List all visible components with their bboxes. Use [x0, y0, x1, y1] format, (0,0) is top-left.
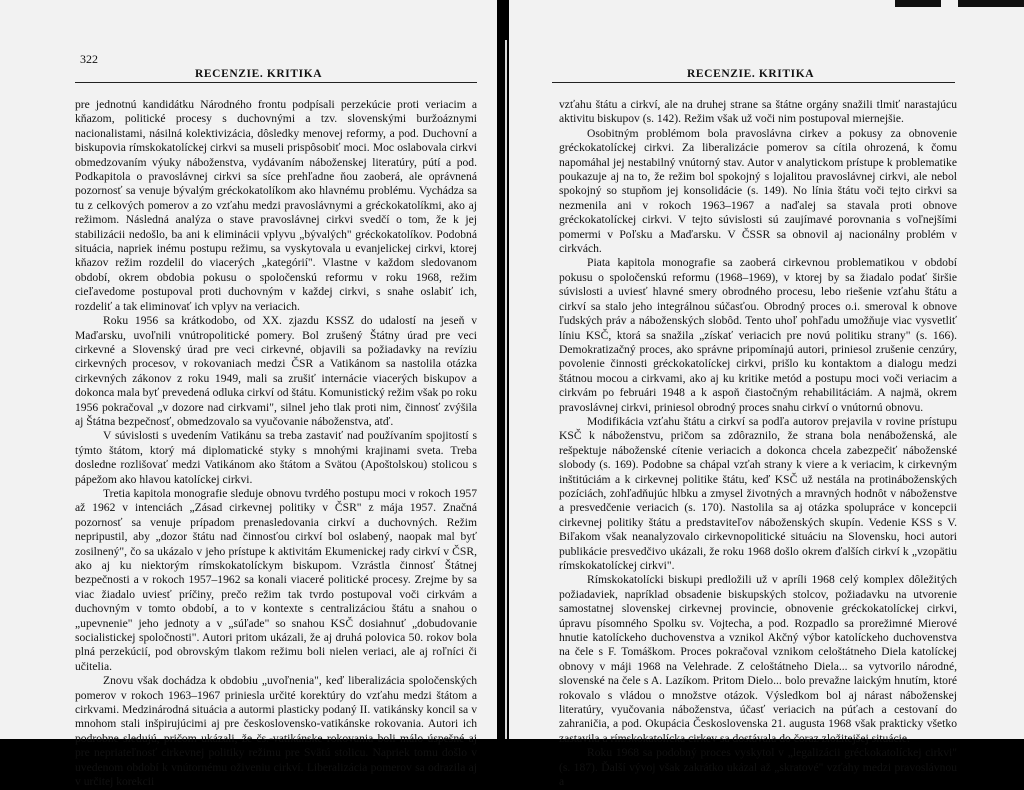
paragraph: pre jednotnú kandidátku Národného frontu podpísali perzekúcie proti veriacim a kňazom, politické procesy s duchovnými a tzv. slovenskými buržoáznymi nacionalistami, násilná kolektivizácia, dôsledky menovej reformy, a pod. Duchovní a biskupovia rímskokatolíckej cirkvi sa museli prispôsobiť moci. Moc oslabovala cirkvi obmedzovaním výuky náboženstva, vydávaním náboženskej literatúry, pútí a pod. Podkapitola o pravoslávnej cirkvi sa síce prehľadne ňou zaoberá, ale oprávnená pozornosť sa venuje bývalým gréckokatolíkom ako hlavnému problému. Vychádza sa tu z celkových pomerov a zo vzťahu medzi pravoslávnymi a gréckokatolíkmi, ako aj režimom. Následná analýza o stave pravoslávnej cirkvi svedčí o tom, že k jej stabilizácii nedošlo, ba ani k eliminácii vplyvu „bývalých" gréckokatolíkov. Podobná situácia, napriek inému postupu režimu, sa vyskytovala u evanjelickej cirkvi, ktorej kňazov režim rozdelil do viacerých „kategórií". Vlastne v každom sledovanom období, okrem obdobia pokusu o spoločenskú reformu v roku 1968, režim cieľavedome postupoval proti duchovným v každej cirkvi, s snahe oslabiť ich, rozdeliť a tak eliminovať ich vplyv na veriacich.: [75, 98, 477, 313]
gutter-divider: [505, 40, 507, 739]
paragraph: Modifikácia vzťahu štátu a cirkví sa podľa autorov prejavila v rovine prístupu KSČ k náboženstvu, pričom sa zdôraznilo, že strana bola nenáboženská, ale rešpektuje náboženské cítenie veriacich a dokonca chcela zabezpečiť náboženské slobody (s. 169). Podobne sa chápal vzťah strany k viere a k veriacim, k cirkevným inštitúciám a k cirkevnej politike štátu, keď KSČ už nestála na protináboženských pozíciách, zohľadňujúc hlbku a zmysel životných a mravných hodnôt v náboženstve a presvedčenie veriacich (s. 170). Nastolila sa aj otázka spolupráce v koncepcii cirkevnej politiky štátu a predstaviteľov náboženských skupín. Vedenie KSS s V. Biľakom však neanalyzovalo cirkevnopolitické situáciu na Slovensku, hoci autori publikácie presvedčivo ukázali, že roku 1968 došlo okrem ďalších cirkví k „vzopätiu rímskokatolíckej cirkvi".: [559, 414, 957, 572]
header-rule-right: [552, 82, 955, 83]
right-page: [509, 0, 1024, 789]
header-rule-left: [75, 82, 477, 83]
left-page: [0, 0, 497, 789]
paragraph: Roku 1956 sa krátkodobo, od XX. zjazdu KSSZ do udalostí na jeseň v Maďarsku, uvoľnili vnútropolitické pomery. Bol zrušený Štátny úrad pre veci cirkevné a Slovenský úrad pre veci cirkevné, objavili sa požiadavky na revíziu cirkevných procesov, v rokovaniach medzi ČSR a Vatikánom sa nastolila otázka cirkevných zákonov z roku 1949, mali sa zrušiť internácie viacerých biskupov a dokonca mala byť prevedená odluka cirkví od štátu. Komunistický režim však po roku 1956 pokračoval „v dozore nad cirkvami", silnel jeho tlak proti nim, činnosť zvýšila aj Štátna bezpečnosť, obmedzovalo sa vyučovanie náboženstva, atď.: [75, 314, 477, 428]
paragraph: vzťahu štátu a cirkví, ale na druhej strane sa štátne orgány snažili tlmiť narastajúcu aktivitu biskupov (s. 142). Režim však už voči nim postupoval miernejšie.: [559, 98, 957, 126]
left-text-column: [75, 98, 477, 790]
scan-mark: [895, 0, 941, 7]
paragraph: Znovu však dochádza k obdobiu „uvoľnenia", keď liberalizácia spoločenských pomerov v rokoch 1963–1967 priniesla určité korektúry do vzťahu medzi štátom a cirkvami. Medzinárodná situácia a autormi plasticky podaný II. vatikánsky koncil sa v mnohom stali inšpirujúcimi aj pre československo-vatikánske rokovania. Autori ich podrobne sledujú, pričom ukázali, že čs.-vatikánske rokovania boli málo úspešné aj pre nepriateľnosť cirkevnej politiky režimu pre Svätú stolicu. Napriek tomu došlo v uvedenom období k vnútornému oživeniu cirkví. Liberalizácia pomerov sa odrazila aj v určitej korekcii: [75, 674, 477, 789]
paragraph: Tretia kapitola monografie sleduje obnovu tvrdého postupu moci v rokoch 1957 až 1962 v intenciách „Zásad cirkevnej politiky v ČSR" z mája 1957. Značná pozornosť sa venuje prípadom prenasledovania cirkví a duchovných. Režim nepripustil, aby „dozor štátu nad činnosťou cirkví bol oslabený, naopak mal byť zosilnený", čo sa ukázalo v jeho prístupe k aktivitám Ekumenickej rady cirkví v ČSR, ako aj ku niektorým rímskokatolíckym biskupom. Vzrástla činnosť Štátnej bezpečnosti a v rokoch 1957–1962 sa konali viaceré politické procesy. Zrejme by sa viac žiadalo uviesť príčiny, prečo režim tak tvrdo postupoval voči cirkvám a duchovným v tomto období, a to v kontexte s centralizáciou štátu a snahou o „upevnenie" jeho jednoty a v „súľade" so snahou KSČ dosiahnuť „dobudovanie socialistickej spoločnosti". Autori pritom ukázali, že aj druhá polovica 50. rokov bola plná perzekúcií, pod obrovským tlakom režimu boli nielen veriaci, ale aj roľníci či učitelia.: [75, 486, 477, 673]
running-head-right: RECENZIE. KRITIKA: [687, 68, 815, 80]
page-number: 322: [80, 52, 98, 66]
scan-mark: [958, 0, 1024, 7]
right-text-column: [559, 98, 957, 790]
paragraph: V súvislosti s uvedením Vatikánu sa treba zastaviť nad používaním spojitostí s týmto štátom, ktorý má diplomatické styky s mnohými krajinami sveta. Treba dosledne rozlišovať medzi Vatikánom ako štátom a Svätou (Apoštolskou) stolicou s pápežom ako hlavou katolíckej cirkvi.: [75, 429, 477, 486]
paragraph: Roku 1968 sa podobný proces vyskytol v „legalizácii gréckokatolíckej cirkvi" (s. 187). Ďalší vývoj však zakrátko ukázal až „skratové" vzťahy medzi pravoslávnou a: [559, 746, 957, 789]
paragraph: Rímskokatolícki biskupi predložili už v apríli 1968 celý komplex dôležitých požiadaviek, napríklad obsadenie biskupských stolcov, požiadavku na utvorenie samostatnej slovenskej cirkevnej provincie, obnovenie gréckokatolíckej cirkvi, úpravu písomného Spolku sv. Vojtecha, a pod. Rozpadlo sa prorežimné Mierové hnutie katolíckeho duchovenstva a vznikol Akčný výbor katolíckeho duchovenstva na čele s F. Tomáškom. Proces pokračoval vznikom celoštátneho Diela katolíckej obnovy v máji 1968 na Velehrade. Z celoštátneho Diela... sa vytvorilo národné, slovenské na čele s A. Lazíkom. Pritom Dielo... bolo prevažne laickým hnutím, ktoré rokovalo s vládou o množstve otázok. Výsledkom bol aj nárast náboženskej literatúry, vyučovania náboženstva, účasť veriacich na púťach a cestovaní do zahraničia, a pod. Okupácia Československa 21. augusta 1968 však prakticky všetko zastavila a rímskokatolícka cirkev sa dostávala do čoraz zložitejšej situácie.: [559, 573, 957, 745]
paragraph: Piata kapitola monografie sa zaoberá cirkevnou problematikou v období pokusu o spoločenskú reformu (1968–1969), v ktorej by sa žiadalo podať širšie súvislosti a uviesť hlavné smery obrodného procesu, lebo riešenie vzťahu štátu a cirkví sa stalo jeho integrálnou súčasťou. Obrodný proces o.i. smeroval k obnove ľudských práv a náboženských slobôd. Tento uhoľ pohľadu umožňuje viac vysvetliť líniu KSČ, ktorá sa snažila „získať veriacich pre novú politiku strany" (s. 166). Demokratizačný proces, ako správne pripomínajú autori, priniesol zrušenie cenzúry, povolenie činnosti gréckokatolíckej cirkvi, prišlo ku kontaktom a dialogu medzi štátnou mocou a cirkvami, ako aj ku kritike metód a postupu moci voči veriacim a cirkvám po februári 1948 a k aspoň čiastočným rehabilitáciám. A najmä, okrem pravoslávnej cirkvi, priniesol obrodný proces snahu cirkví o vnútornú obnovu.: [559, 256, 957, 414]
paragraph: Osobitným problémom bola pravoslávna cirkev a pokusy za obnovenie gréckokatolíckej cirkvi. Za liberalizácie pomerov sa cítila ohrozená, k čomu napomáhal jej nestabilný vnútorný stav. Autor v analytickom prístupe k problematike poukazuje aj na to, že režim bol spokojný s lojalitou pravoslávnej cirkvi, ale nebol spokojný so stupňom jej konsolidácie (s. 149). No línia štátu voči tejto cirkvi sa nezmenila ani v rokoch 1963–1967 a naďalej sa stavala proti obnove gréckokatolíckej cirkvi. V tejto súvislosti sú zaujímavé porovnania s voľnejšími pomermi v Poľsku a Maďarsku. V ČSSR sa obnovil aj nacionálny problém v cirkvách.: [559, 126, 957, 256]
running-head-left: RECENZIE. KRITIKA: [195, 68, 323, 80]
